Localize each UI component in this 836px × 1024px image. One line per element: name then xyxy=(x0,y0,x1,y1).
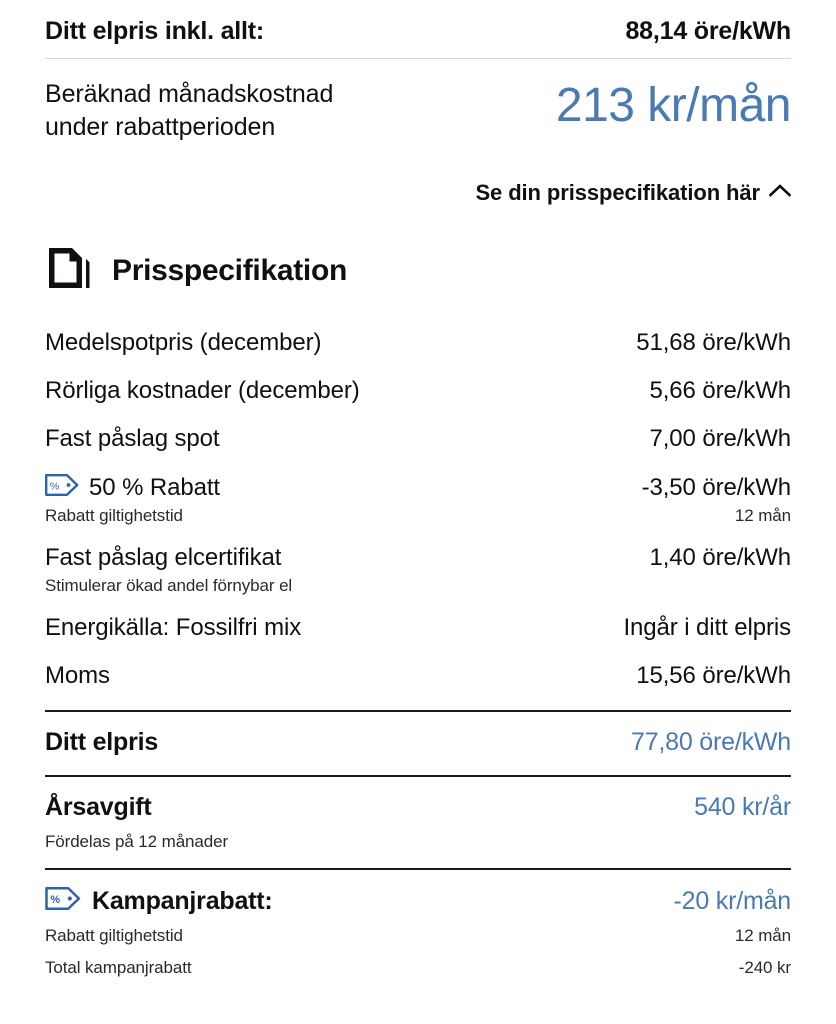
total-row-ditt-elpris xyxy=(45,712,791,757)
total-price-row xyxy=(45,0,791,58)
spec-value: 15,56 öre/kWh xyxy=(636,662,791,689)
monthly-cost-value: 213 kr/mån xyxy=(555,79,791,132)
see-specification-label: Se din prisspecifikation här xyxy=(475,180,760,205)
spec-value: Ingår i ditt elpris xyxy=(623,614,791,641)
spec-row-medelspotpris xyxy=(45,329,791,357)
kampanjrabatt-subrow-total xyxy=(45,958,791,978)
kampanjrabatt-label-with-icon xyxy=(45,886,273,916)
spec-label: Rörliga kostnader (december) xyxy=(45,377,360,404)
spec-row-elcertifikat xyxy=(45,544,791,572)
kampanjrabatt-label-text: Kampanjrabatt: xyxy=(92,886,273,915)
kampanj-sub-value: -240 kr xyxy=(738,958,791,977)
kampanjrabatt-value: -20 kr/mån xyxy=(673,887,791,915)
kampanj-sub-label: Total kampanjrabatt xyxy=(45,958,192,977)
svg-text:%: % xyxy=(49,480,60,493)
spec-sub-label: Rabatt giltighetstid xyxy=(45,506,183,525)
spec-value: -3,50 öre/kWh xyxy=(641,473,791,501)
spec-label: Moms xyxy=(45,662,110,689)
document-edit-icon xyxy=(45,244,93,297)
chevron-up-icon xyxy=(769,183,791,197)
total-label: Ditt elpris xyxy=(45,728,159,756)
spec-sub-value: 12 mån xyxy=(734,506,791,525)
arsavgift-label: Årsavgift xyxy=(45,793,152,821)
total-value: 77,80 öre/kWh xyxy=(631,728,791,756)
monthly-cost-label xyxy=(45,78,333,144)
spec-label: Energikälla: Fossilfri mix xyxy=(45,614,302,641)
spec-row-rabatt xyxy=(45,473,791,502)
discount-tag-icon xyxy=(45,887,81,917)
kampanj-sub-label: Rabatt giltighetstid xyxy=(45,926,183,945)
spec-label: Fast påslag spot xyxy=(45,425,220,452)
spec-value: 51,68 öre/kWh xyxy=(636,329,791,356)
spec-label-text: 50 % Rabatt xyxy=(89,473,220,501)
arsavgift-sub-note: Fördelas på 12 månader xyxy=(45,832,229,851)
total-row-kampanjrabatt xyxy=(45,870,791,916)
spec-value: 1,40 öre/kWh xyxy=(649,544,791,571)
spec-label: Medelspotpris (december) xyxy=(45,329,322,356)
section-header xyxy=(45,244,791,297)
monthly-cost-label-line2: under rabattperioden xyxy=(45,113,276,141)
spec-label-with-icon xyxy=(45,473,220,502)
total-price-value: 88,14 öre/kWh xyxy=(625,17,791,45)
monthly-cost-row xyxy=(45,59,791,144)
spec-row-energikalla xyxy=(45,614,791,642)
section-title: Prisspecifikation xyxy=(112,253,347,287)
spec-value: 7,00 öre/kWh xyxy=(649,425,791,452)
spec-row-fast-paslag-spot xyxy=(45,425,791,453)
kampanjrabatt-subrow-giltighetstid xyxy=(45,926,791,946)
spec-sub-label: Stimulerar ökad andel förnybar el xyxy=(45,576,293,595)
svg-text:%: % xyxy=(50,894,60,907)
spec-subrow-rabatt-giltighetstid xyxy=(45,506,791,526)
monthly-cost-label-line1: Beräknad månadskostnad xyxy=(45,80,334,108)
total-price-label: Ditt elpris inkl. allt: xyxy=(45,17,265,45)
spec-subrow-elcertifikat-note xyxy=(45,576,791,596)
spec-label: Fast påslag elcertifikat xyxy=(45,544,282,571)
spec-row-moms xyxy=(45,662,791,690)
kampanj-sub-value: 12 mån xyxy=(734,926,791,945)
total-row-arsavgift xyxy=(45,777,791,822)
see-specification-toggle[interactable] xyxy=(45,180,791,206)
spec-value: 5,66 öre/kWh xyxy=(649,377,791,404)
spec-list xyxy=(45,329,791,690)
spec-row-rorliga-kostnader xyxy=(45,377,791,405)
arsavgift-value: 540 kr/år xyxy=(694,793,791,821)
discount-tag-icon xyxy=(45,474,79,503)
